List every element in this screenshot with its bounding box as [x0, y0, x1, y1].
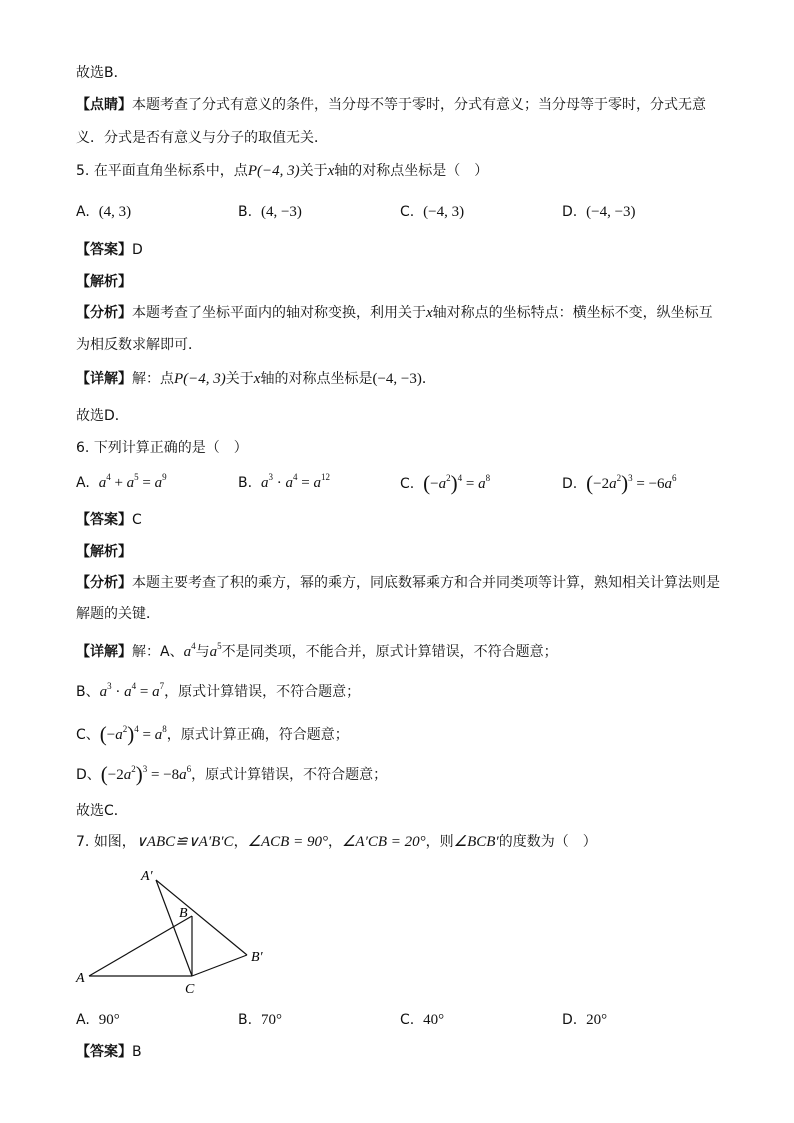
q6-analysis-heading: 【解析】 [76, 544, 132, 560]
q5-answer: 【答案】D [76, 242, 143, 258]
q7-option-d[interactable]: D. 20° [562, 1012, 608, 1028]
q5-point: P(−4, 3) [247, 163, 300, 179]
q6-analysis: 【分析】本题主要考查了积的乘方，幂的乘方，同底数幂乘方和合并同类项等计算，熟知相关计算法则是 [76, 575, 720, 591]
q7-option-a[interactable]: A. 90° [76, 1012, 120, 1028]
q7-stem: 7. 如图，∨ABC≌∨A′B′C，∠ACB = 90°，∠A′CB = 20°，则∠BCB′的度数为（ ） [76, 834, 597, 850]
q5-axis: x [327, 163, 335, 179]
q6-detail-c: C、$(-a^2)^4 = a^8$，原式计算正确，符合题意； [76, 722, 349, 746]
q4-conclusion: 故选B． [76, 65, 128, 81]
q4-comment-cont: 义．分式是否有意义与分子的取值无关． [76, 130, 328, 146]
q6-detail-a: 【详解】解：A、$a^4$与$a^5$不是同类项，不能合并，原式计算错误，不符合题意； [76, 641, 558, 660]
comment-tag: 【点睛】 [76, 97, 132, 113]
label-A-prime: A′ [141, 869, 153, 884]
q5-stem-post: 轴的对称点坐标是（ ） [334, 163, 489, 179]
label-B-prime: B′ [251, 950, 263, 965]
q5-analysis-heading: 【解析】 [76, 274, 132, 290]
q6-answer: 【答案】C [76, 512, 142, 528]
q5-option-a[interactable]: A. (4, 3) [76, 204, 132, 220]
q6-detail-b: B、$a^3 \cdot a^4 = a^7$，原式计算错误，不符合题意； [76, 681, 361, 700]
q5-option-d[interactable]: D. (−4, −3) [562, 204, 636, 220]
q5-conclusion: 故选D． [76, 408, 129, 424]
q5-option-c[interactable]: C. (−4, 3) [400, 204, 465, 220]
q5-analysis-cont: 为相反数求解即可． [76, 337, 202, 353]
q5-detail: 【详解】解：点P(−4, 3)关于x轴的对称点坐标是(−4, −3)． [76, 371, 436, 387]
q5-stem-pre: 在平面直角坐标系中，点 [93, 163, 248, 179]
q6-option-c[interactable]: C. $(-a^2)^4 = a^8$ [400, 471, 491, 495]
q6-option-a[interactable]: A. $a^4 + a^5 = a^9$ [76, 472, 167, 491]
label-C: C [185, 982, 195, 997]
q6-analysis-cont: 解题的关键． [76, 606, 160, 622]
q7-option-c[interactable]: C. 40° [400, 1012, 445, 1028]
label-B: B [179, 906, 188, 921]
comment-text-1: 本题考查了分式有意义的条件，当分母不等于零时，分式有意义；当分母等于零时，分式无意 [132, 97, 706, 113]
q6-stem: 6. 下列计算正确的是（ ） [76, 440, 248, 456]
q5-option-b[interactable]: B. (4, −3) [238, 204, 302, 220]
q6-option-b[interactable]: B. $a^3 \cdot a^4 = a^{12}$ [238, 472, 330, 491]
segment-CB1 [192, 955, 247, 976]
q6-option-d[interactable]: D. $(-2a^2)^3 = -6a^6$ [562, 471, 677, 495]
label-A: A [76, 971, 85, 986]
q6-conclusion: 故选C． [76, 803, 128, 819]
q7-answer: 【答案】B [76, 1044, 142, 1060]
q5-number: 5. [76, 163, 90, 179]
q5-analysis: 【分析】本题考查了坐标平面内的轴对称变换，利用关于x轴对称点的坐标特点：横坐标不变，纵坐标互 [76, 305, 713, 321]
q6-detail-d: D、$(-2a^2)^3 = -8a^6$，原式计算错误，不符合题意； [76, 762, 388, 786]
q7-option-b[interactable]: B. 70° [238, 1012, 282, 1028]
q5-stem-mid: 关于 [299, 163, 328, 179]
segment-AB [89, 916, 192, 976]
